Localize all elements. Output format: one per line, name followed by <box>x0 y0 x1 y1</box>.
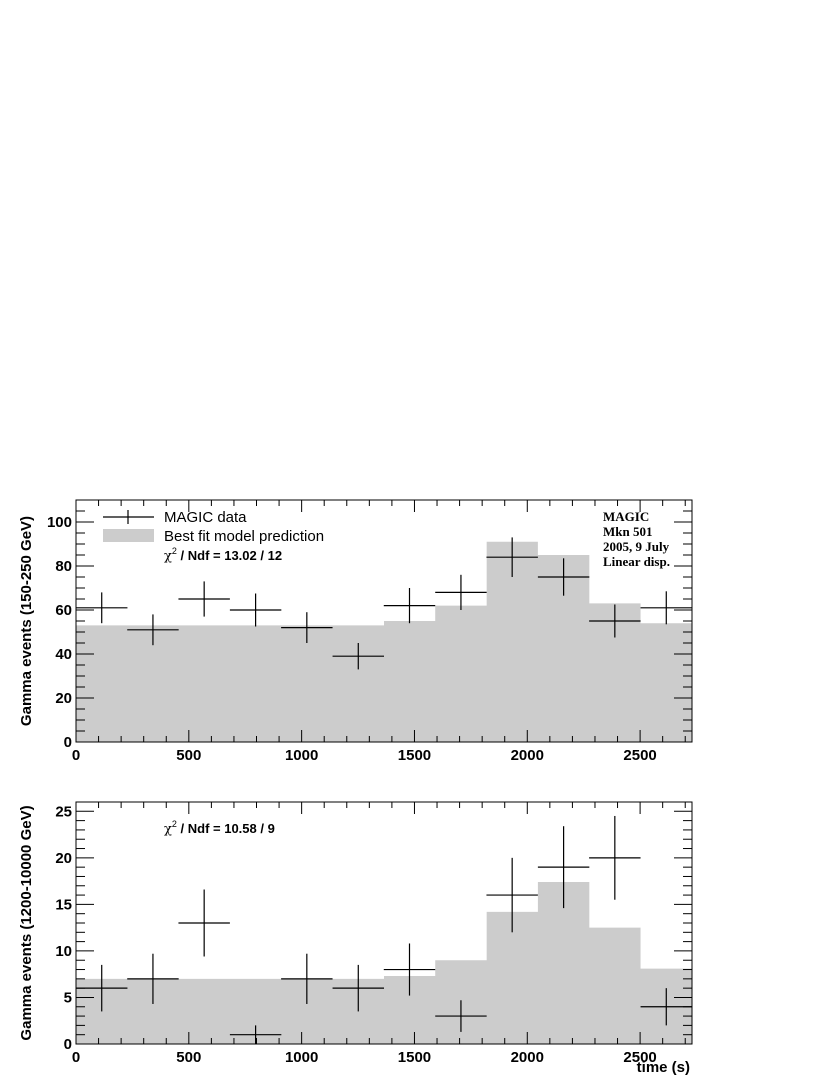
chi2-annotation <box>164 546 282 564</box>
data-point <box>641 591 692 624</box>
chi2-superscript: 2 <box>171 819 177 829</box>
y-tick-label: 25 <box>55 803 72 821</box>
y-tick-label: 100 <box>46 514 72 531</box>
y-axis-title: Gamma events (1200-10000 GeV) <box>18 805 35 1041</box>
y-tick-label: 60 <box>55 602 72 619</box>
x-tick-label: 1500 <box>397 1049 432 1066</box>
data-point <box>178 889 229 956</box>
x-tick-label: 2000 <box>510 1049 544 1066</box>
legend-label-model: Best fit model prediction <box>164 528 325 545</box>
data-point <box>435 575 486 610</box>
info-block <box>603 509 670 569</box>
x-tick-label: 2000 <box>510 747 544 764</box>
y-tick-label: 15 <box>55 896 72 914</box>
y-tick-label: 10 <box>55 942 72 960</box>
y-tick-label: 80 <box>55 558 72 575</box>
legend-label-data: MAGIC data <box>164 509 247 526</box>
y-tick-label: 40 <box>55 646 72 663</box>
x-tick-label: 0 <box>71 747 81 764</box>
x-tick-label: 0 <box>71 1049 81 1066</box>
x-tick-label: 1000 <box>284 1049 319 1066</box>
model-histogram <box>76 882 692 1044</box>
x-tick-label: 1500 <box>397 747 432 764</box>
chi2-value: / Ndf = 13.02 / 12 <box>176 548 283 563</box>
x-tick-label: 1000 <box>284 747 319 764</box>
x-axis-title: time (s) <box>636 1059 690 1075</box>
info-line: MAGIC <box>603 509 650 524</box>
data-point <box>384 588 435 623</box>
info-line: 2005, 9 July <box>603 539 670 554</box>
x-tick-label: 500 <box>176 1049 202 1066</box>
y-tick-label: 5 <box>63 989 72 1007</box>
info-line: Linear disp. <box>603 554 670 569</box>
y-tick-label: 20 <box>55 849 72 867</box>
data-point <box>76 592 127 623</box>
legend-marker-data <box>103 510 154 524</box>
data-point <box>230 594 281 627</box>
chi2-symbol: χ <box>164 549 172 564</box>
x-tick-label: 2500 <box>623 747 657 764</box>
y-tick-label: 0 <box>63 734 72 751</box>
chi2-annotation <box>164 819 275 837</box>
legend <box>103 509 324 545</box>
chi2-value: / Ndf = 10.58 / 9 <box>176 821 275 836</box>
panel-1 <box>18 500 692 764</box>
y-axis-title: Gamma events (150-250 GeV) <box>18 515 35 727</box>
model-histogram <box>76 542 692 742</box>
x-tick-label: 500 <box>176 747 202 764</box>
info-line: Mkn 501 <box>603 524 653 539</box>
chi2-symbol: χ <box>164 822 172 837</box>
y-tick-label: 20 <box>55 690 72 707</box>
x-tick-label: 2500 <box>623 1049 657 1066</box>
data-point <box>589 816 640 900</box>
data-point <box>178 581 229 616</box>
chi2-superscript: 2 <box>171 546 177 556</box>
y-tick-label: 0 <box>63 1036 72 1053</box>
legend-marker-model <box>103 529 154 542</box>
panel-2 <box>18 802 692 1075</box>
